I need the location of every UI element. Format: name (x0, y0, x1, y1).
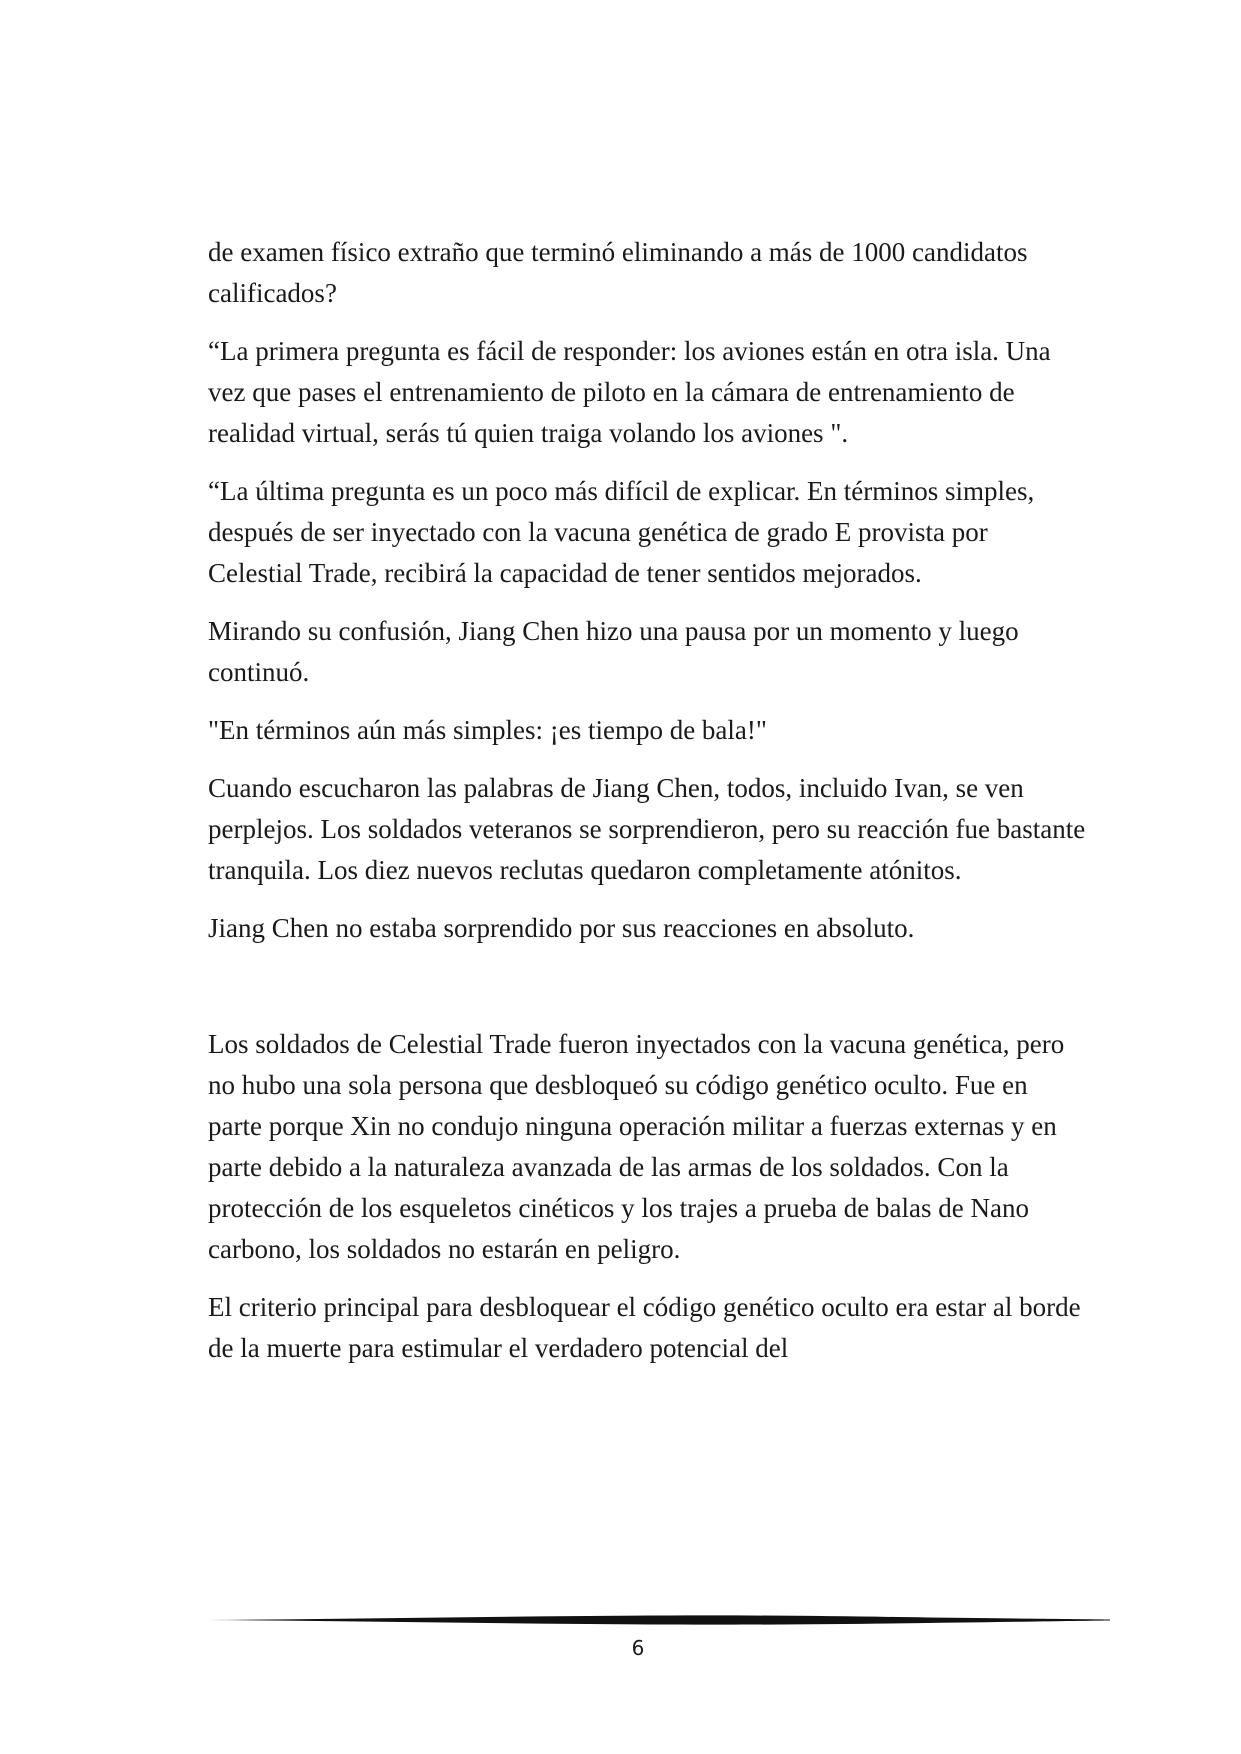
footer-divider (208, 1613, 1110, 1627)
body-text (208, 232, 1088, 1386)
paragraph-7: Jiang Chen no estaba sorprendido por sus reacciones en absoluto. (208, 913, 915, 943)
paragraph-2: “La primera pregunta es fácil de responder: los aviones están en otra isla. Una vez que pases el entrenamiento de piloto en la cámara de entrenamiento de realidad virtual, serás tú quien traiga volando los aviones ". (208, 336, 1051, 448)
paragraph-9: El criterio principal para desbloquear el código genético oculto era estar al borde de la muerte para estimular el verdadero potencial del (208, 1292, 1081, 1363)
paragraph-8: Los soldados de Celestial Trade fueron inyectados con la vacuna genética, pero no hubo una sola persona que desbloqueó su código genético oculto. Fue en parte porque Xin no condujo ninguna operación militar a fuerzas externas y en parte debido a la naturaleza avanzada de las armas de los soldados. Con la protección de los esqueletos cinéticos y los trajes a prueba de balas de Nano carbono, los soldados no estarán en peligro. (208, 1029, 1065, 1264)
paragraph-4: Mirando su confusión, Jiang Chen hizo una pausa por un momento y luego continuó. (208, 616, 1019, 687)
paragraph-5: "En términos aún más simples: ¡es tiempo de bala!" (208, 715, 767, 745)
paragraph-1: de examen físico extraño que terminó eliminando a más de 1000 candidatos calificados? (208, 237, 1028, 308)
paragraph-3: “La última pregunta es un poco más difícil de explicar. En términos simples, después de ser inyectado con la vacuna genética de grado E provista por Celestial Trade, recibirá la capacidad de tener sentidos mejorados. (208, 476, 1035, 588)
paragraph-6: Cuando escucharon las palabras de Jiang Chen, todos, incluido Ivan, se ven perplejos. Los soldados veteranos se sorprendieron, pero su reacción fue bastante tranquila. Los diez nuevos reclutas quedaron completamente atónitos. (208, 773, 1086, 885)
page-number: 6 (631, 1636, 645, 1660)
